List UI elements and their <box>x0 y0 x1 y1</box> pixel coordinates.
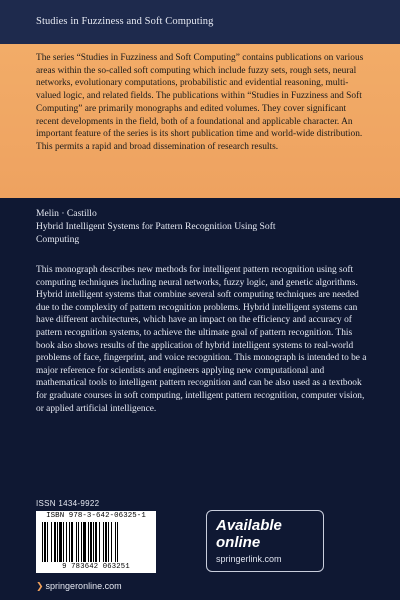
book-authors: Melin · Castillo <box>36 208 97 219</box>
chevron-right-icon: ❯ <box>36 581 44 591</box>
isbn-barcode <box>36 511 156 573</box>
springerlink-url: springerlink.com <box>216 554 282 564</box>
website-link[interactable] <box>36 581 122 592</box>
series-header-band <box>0 0 400 44</box>
book-title: Hybrid Intelligent Systems for Pattern Recognition Using Soft Computing <box>36 221 276 245</box>
issn-label: ISSN 1434-9922 <box>36 499 100 508</box>
series-title: Studies in Fuzziness and Soft Computing <box>36 16 214 27</box>
barcode-bars <box>42 522 150 562</box>
available-label: Available <box>216 517 282 534</box>
online-label: online <box>216 534 261 551</box>
barcode-number: 9 783642 063251 <box>62 563 130 571</box>
website-url: springeronline.com <box>45 581 122 591</box>
isbn-text: ISBN 978-3-642-06325-1 <box>46 512 146 520</box>
series-description: The series “Studies in Fuzziness and Soft Computing” contains publications on various areas within the so-called soft computing which include fuzzy sets, rough sets, neural networks, evolutionary computations, probabilistic and evidential reasoning, multi-valued logic, and related fields. The publications within “Studies in Fuzziness and Soft Computing” are primarily monographs and edited volumes. They cover significant recent developments in the field, both of a foundational and applicable character. An important feature of the series is its short publication time and world-wide distribution. This permits a rapid and broad dissemination of research results. <box>36 53 364 152</box>
available-online-badge[interactable] <box>206 510 324 572</box>
book-description: This monograph describes new methods for intelligent pattern recognition using soft computing techniques including neural networks, fuzzy logic, and genetic algorithms. Hybrid intelligent systems that combine several soft computing techniques are needed due to the complexity of pattern recognition problems. Hybrid intelligent systems can have different architectures, which have an impact on the efficiency and accuracy of pattern recognition systems, to achieve the ultimate goal of pattern recognition. This book also shows results of the application of hybrid intelligent systems to real-world problems of face, fingerprint, and voice recognition. This monograph is intended to be a major reference for scientists and engineers applying new computational and mathematical tools to intelligent pattern recognition and can be also used as a textbook for graduate courses in soft computing, intelligent pattern recognition, computer vision, or applied artificial intelligence. <box>36 265 367 414</box>
